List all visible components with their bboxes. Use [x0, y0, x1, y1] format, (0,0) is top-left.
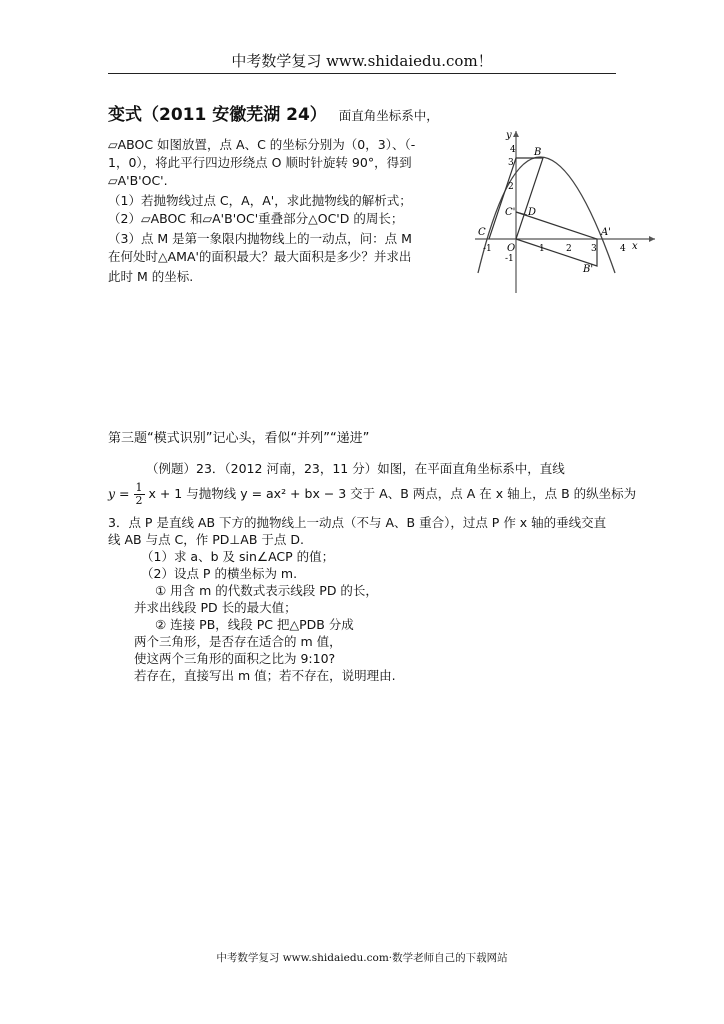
problem1-line-7: 在何处时△AMA'的面积最大？最大面积是多少？并求出 — [108, 249, 412, 264]
problem2-q2b-line4: 若存在，直接写出 m 值；若不存在，说明理由. — [134, 668, 396, 683]
fraction-one-half — [134, 482, 145, 507]
origin-label: O — [507, 243, 516, 254]
problem2-q2a: ① 用含 m 的代数式表示线段 PD 的长， — [155, 583, 378, 598]
problem2-q2b-line2: 两个三角形，是否存在适合的 m 值， — [134, 634, 342, 649]
x-tick-4: 4 — [620, 244, 626, 254]
point-B-label: B — [534, 147, 542, 158]
x-tick-neg1: -1 — [483, 244, 492, 254]
point-D-label: D — [528, 207, 537, 218]
problem2-line3: 3．点 P 是直线 AB 下方的抛物线上一动点（不与 A、B 重合），过点 P 作 x 轴的垂线交直 — [108, 515, 607, 530]
coordinate-figure — [470, 125, 660, 297]
fraction-numerator: 1 — [135, 481, 143, 494]
problem2-q2b-line3: 使这两个三角形的面积之比为 9:10? — [134, 651, 336, 666]
x-tick-1: 1 — [539, 244, 545, 254]
problem2-line2 — [108, 476, 636, 512]
x-axis-label: x — [632, 241, 638, 252]
section3-title: 第三题“模式识别”记心头，看似“并列”“递进” — [108, 431, 370, 446]
x-tick-3: 3 — [591, 244, 597, 254]
point-C-label: C — [478, 227, 486, 238]
y-axis-label: y — [506, 130, 512, 141]
header-divider — [108, 73, 616, 74]
point-B'-label: B' — [583, 264, 594, 275]
problem1-title: 变式（2011 安徽芜湖 24） — [108, 105, 327, 125]
problem1-line-6: （3）点 M 是第一象限内抛物线上的一动点，问：点 M — [108, 231, 412, 246]
parabola-curve — [478, 157, 615, 273]
problem2-q1: （1）求 a、b 及 sin∠ACP 的值； — [141, 549, 335, 564]
point-A'-label: A' — [601, 227, 611, 238]
problem2-q2b: ② 连接 PB，线段 PC 把△PDB 分成 — [155, 617, 354, 632]
y-tick-2: 2 — [508, 182, 514, 192]
problem1-line-4: （1）若抛物线过点 C，A，A'，求此抛物线的解析式； — [108, 193, 412, 208]
x-tick-2: 2 — [566, 244, 572, 254]
y-axis-arrow — [513, 131, 519, 137]
problem1-line-3: ▱A'B'OC'. — [108, 173, 168, 188]
problem2-line1: （例题）23．（2012 河南，23，11 分）如图，在平面直角坐标系中，直线 — [146, 461, 565, 476]
equation-y-equals: y = — [108, 486, 130, 501]
y-tick-neg1: -1 — [505, 254, 514, 264]
problem1-line-0: 面直角坐标系中， — [338, 108, 439, 123]
point-C'-label: C' — [505, 207, 516, 218]
y-tick-4: 4 — [510, 145, 516, 155]
y-tick-3: 3 — [508, 158, 514, 168]
problem1-title-row — [108, 104, 439, 127]
page-footer: 中考数学复习 www.shidaiedu.com·数学老师自己的下载网站 — [216, 952, 508, 964]
page-header: 中考数学复习 www.shidaiedu.com！ — [231, 52, 493, 70]
problem1-line-8: 此时 M 的坐标. — [108, 269, 194, 284]
problem1-line-5: （2）▱ABOC 和▱A'B'OC'重叠部分△OC'D 的周长； — [108, 211, 404, 226]
problem1-line-2: 1，0），将此平行四边形绕点 O 顺时针旋转 90°，得到 — [108, 155, 412, 170]
problem1-line-1: ▱ABOC 如图放置，点 A、C 的坐标分别为（0，3）、（- — [108, 137, 416, 152]
problem2-q2a-cont: 并求出线段 PD 长的最大值； — [134, 600, 297, 615]
fraction-denominator: 2 — [135, 494, 143, 507]
problem2-line2-text: x + 1 与抛物线 y = ax² + bx − 3 交于 A、B 两点，点 A 在 x 轴上，点 B 的纵坐标为 — [148, 486, 637, 501]
problem2-q2: （2）设点 P 的横坐标为 m. — [141, 566, 298, 581]
problem2-line4: 线 AB 与点 C，作 PD⊥AB 于点 D. — [108, 532, 304, 547]
x-axis-arrow — [649, 236, 655, 242]
